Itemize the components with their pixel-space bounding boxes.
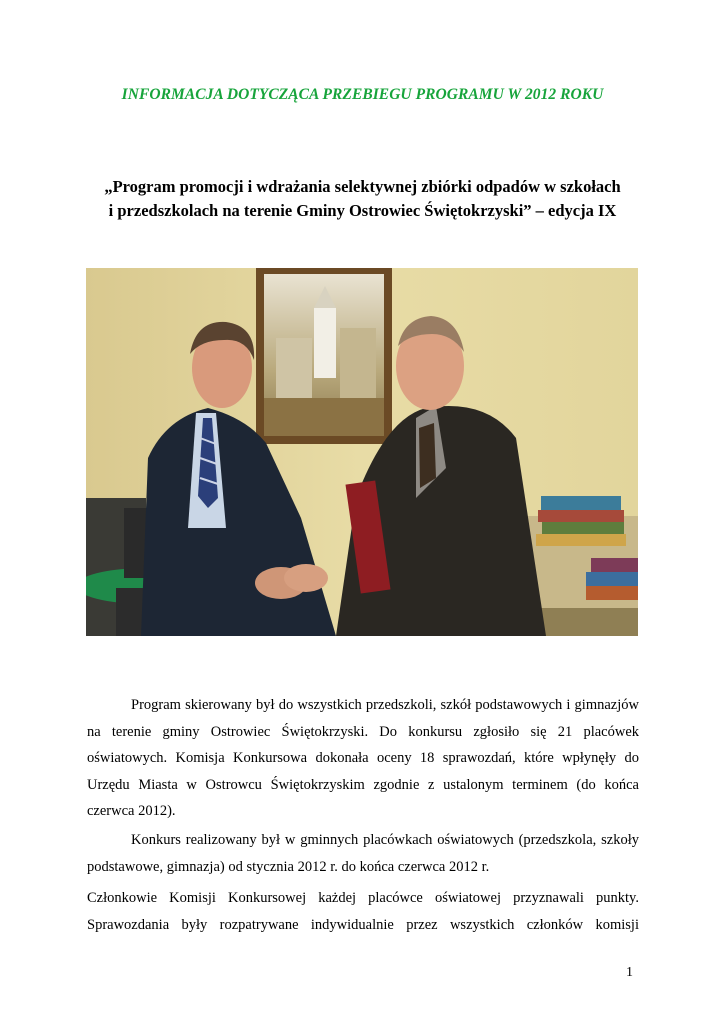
paragraph-1-line: Program skierowany był do wszystkich przedszkoli, szkół podstawowych i gimnazjów xyxy=(131,697,639,713)
page-number: 1 xyxy=(626,965,633,980)
paragraph-2-line: Konkurs realizowany był w gminnych placówkach oświatowych (przedszkola, szkoły xyxy=(131,832,639,848)
paragraph-1-line: oświatowych. Komisja Konkursowa dokonała oceny 18 sprawozdań, które wpłynęły do xyxy=(87,750,639,766)
paragraph-3 xyxy=(87,885,639,938)
program-title xyxy=(0,175,725,223)
handshake-photo xyxy=(86,268,638,636)
paragraph-2 xyxy=(87,827,639,880)
document-heading: INFORMACJA DOTYCZĄCA PRZEBIEGU PROGRAMU W 2012 ROKU xyxy=(121,86,604,103)
paragraph-1 xyxy=(87,692,639,825)
program-title-line-2: i przedszkolach na terenie Gminy Ostrowiec Świętokrzyski” – edycja IX xyxy=(108,201,617,220)
program-title-line-1: „Program promocji i wdrażania selektywnej zbiórki odpadów w szkołach xyxy=(104,177,621,196)
paragraph-3-line: Członkowie Komisji Konkursowej każdej placówce oświatowej przyznawali punkty. xyxy=(87,890,639,906)
paragraph-3-line: Sprawozdania były rozpatrywane indywidualnie przez wszystkich członków komisji xyxy=(87,916,639,933)
paragraph-1-line: czerwca 2012). xyxy=(87,803,176,819)
paragraph-2-line: podstawowe, gimnazja) od stycznia 2012 r. do końca czerwca 2012 r. xyxy=(87,858,490,875)
paragraph-1-line: Urzędu Miasta w Ostrowcu Świętokrzyskim zgodnie z ustalonym terminem (do końca xyxy=(87,776,639,793)
paragraph-1-line: na terenie gminy Ostrowiec Świętokrzyski. Do konkursu zgłosiło się 21 placówek xyxy=(87,723,639,740)
